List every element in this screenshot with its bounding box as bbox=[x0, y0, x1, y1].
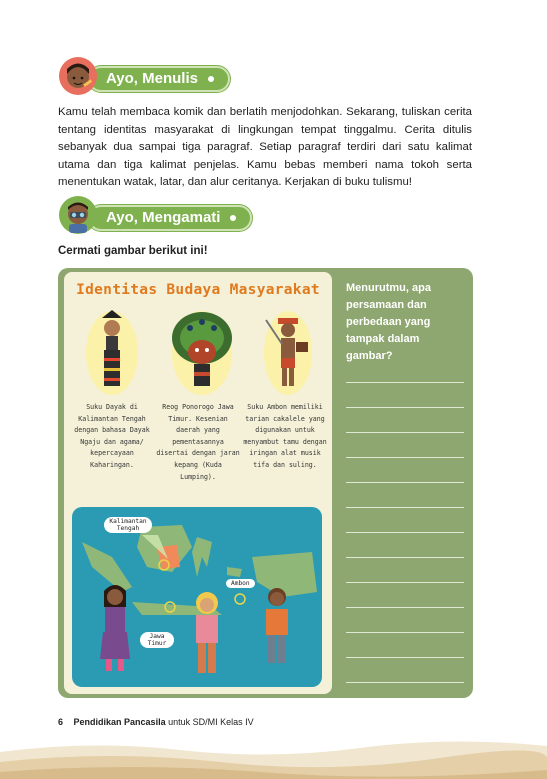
pill-dot bbox=[208, 76, 214, 82]
section-header-write bbox=[58, 64, 230, 94]
answer-line bbox=[346, 432, 464, 433]
discussion-question: Menurutmu, apa persamaan dan perbedaan yang tampak dalam gambar? bbox=[346, 282, 431, 362]
pill-dot bbox=[230, 215, 236, 221]
section-title-write bbox=[88, 66, 230, 92]
child-kalimantan-illustration bbox=[90, 577, 140, 677]
answer-line bbox=[346, 457, 464, 458]
card-title: Identitas Budaya Masyarakat bbox=[76, 282, 320, 298]
girl-writing-icon bbox=[58, 56, 98, 96]
observe-instruction: Cermati gambar berikut ini! bbox=[58, 245, 208, 257]
answer-line bbox=[346, 532, 464, 533]
book-subtitle: untuk SD/MI Kelas IV bbox=[168, 717, 254, 727]
answer-line bbox=[346, 607, 464, 608]
map-label-jawa: Jawa Timur bbox=[140, 632, 174, 648]
section-title-observe bbox=[88, 205, 252, 231]
answer-line bbox=[346, 407, 464, 408]
section-title-observe-text: Ayo, Mengamati bbox=[106, 209, 221, 226]
caption-reog: Reog Ponorogo Jawa Timur. Kesenian daerah yang pementasannya disertai dengan jaran kepang (Kuda Lumping). bbox=[156, 403, 240, 481]
caption-ambon: Suku Ambon memiliki tarian cakalele yang digunakan untuk menyambut tamu dengan iringan alat musik tifa dan suling. bbox=[243, 403, 327, 469]
child-ambon-illustration bbox=[252, 579, 302, 679]
caption-dayak: Suku Dayak di Kalimantan Tengah dengan bahasa Dayak Ngaju dan agama/ kepercayaan Kaharingan. bbox=[74, 403, 150, 469]
book-title: Pendidikan Pancasila bbox=[73, 717, 166, 727]
answer-line bbox=[346, 482, 464, 483]
reog-figure-illustration bbox=[162, 308, 242, 398]
answer-line bbox=[346, 382, 464, 383]
map-label-kalimantan: Kalimantan Tengah bbox=[104, 517, 152, 533]
answer-line bbox=[346, 632, 464, 633]
answer-line bbox=[346, 582, 464, 583]
section-title-write-text: Ayo, Menulis bbox=[106, 70, 198, 87]
footer-wave-decoration bbox=[0, 738, 547, 779]
map-label-ambon: Ambon bbox=[226, 579, 255, 588]
section-header-observe bbox=[58, 203, 252, 233]
boy-observing-icon bbox=[58, 195, 98, 235]
dayak-figure-illustration bbox=[72, 308, 152, 398]
indonesia-map bbox=[72, 507, 322, 687]
ambon-figure-illustration bbox=[248, 308, 328, 398]
child-jawa-illustration bbox=[182, 587, 232, 687]
answer-line bbox=[346, 507, 464, 508]
writing-instruction-paragraph: Kamu telah membaca komik dan berlatih menjodohkan. Sekarang, tuliskan cerita tentang identitas masyarakat di lingkungan tempat tinggalmu. Cerita ditulis sebanyak dua sampai tiga paragraf. Setiap paragraf terdiri dari satu kalimat utama dan tiga kalimat penjelas. Kamu bebas memberi nama tokoh serta menentukan watak, latar, dan alur ceritanya. Kerjakan di buku tulismu! bbox=[58, 106, 472, 189]
page-footer bbox=[58, 717, 254, 727]
answer-line bbox=[346, 657, 464, 658]
answer-line bbox=[346, 682, 464, 683]
answer-line bbox=[346, 557, 464, 558]
page-number: 6 bbox=[58, 717, 64, 727]
